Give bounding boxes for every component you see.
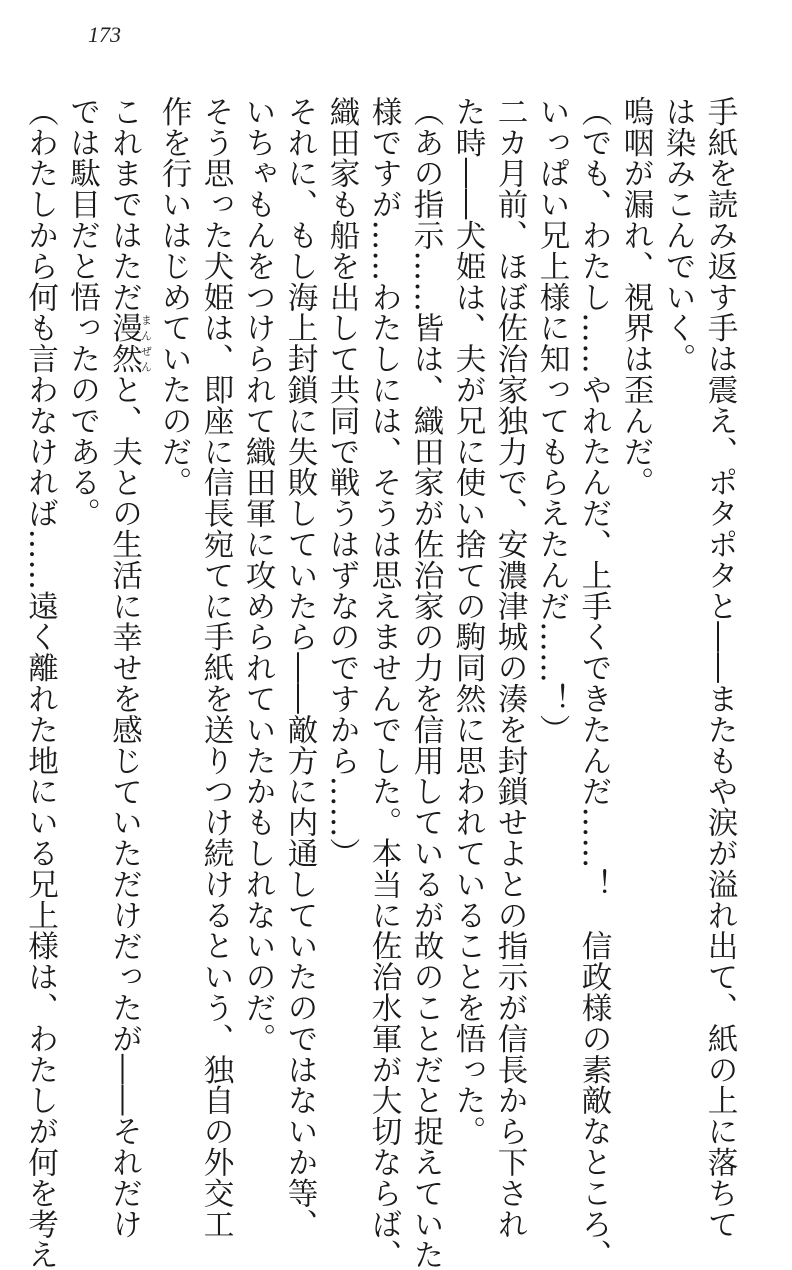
- text-line: 様ですが……わたしには、そうは思えませんでした。本当に佐治水軍が大切ならば、: [366, 96, 401, 1270]
- text-line: それに、もし海上封鎖に失敗していたら――敵方に内通していたのではないか等、: [282, 96, 317, 1240]
- text-segment: と、夫との生活に幸せを感じていただけだったが――それだけ: [106, 374, 142, 1240]
- text-line: 手紙を読み返す手は震え、ポタポタと――またもや涙が溢れ出て、紙の上に落ちて: [702, 96, 737, 1240]
- text-line-with-ruby: [103, 96, 153, 1240]
- vertical-text-body: [22, 96, 740, 1270]
- text-line: （あの指示……皆は、織田家が佐治家の力を信用しているが故のことだと捉えていた: [408, 96, 443, 1270]
- text-line: た時――犬姫は、夫が兄に使い捨ての駒同然に思われていることを悟った。: [450, 96, 485, 1147]
- text-line: （わたしから何も言わなければ……遠く離れた地にいる兄上様は、わたしが何を考え: [22, 96, 58, 1270]
- text-line: は染みこんでいく。: [660, 96, 695, 375]
- text-line: 二カ月前、ほぼ佐治家独力で、安濃津城の湊を封鎖せよとの指示が信長から下され: [492, 96, 527, 1240]
- page-number: 173: [88, 22, 121, 47]
- text-line: そう思った犬姫は、即座に信長宛てに手紙を送りつけ続けるという、独自の外交工: [198, 96, 233, 1240]
- text-line: では駄目だと悟ったのである。: [64, 96, 100, 529]
- text-segment: これまではただ: [106, 96, 142, 313]
- text-line: いちゃもんをつけられて織田軍に攻められていたかもしれないのだ。: [240, 96, 275, 1054]
- text-line: （でも、わたし……やれたんだ、上手くできたんだ……！ 信政様の素敵なところ、: [576, 96, 611, 1270]
- furigana-reading: まんぜん: [139, 312, 153, 375]
- text-line: 織田家も船を出して共同で戦うはずなのですから……）: [324, 96, 359, 869]
- text-line: いっぱい兄上様に知ってもらえたんだ……！）: [534, 96, 569, 745]
- text-line: 嗚咽が漏れ、視界は歪んだ。: [618, 96, 653, 498]
- text-line: 作を行いはじめていたのだ。: [156, 96, 191, 498]
- furigana-ruby: 漫然まんぜん: [106, 312, 153, 375]
